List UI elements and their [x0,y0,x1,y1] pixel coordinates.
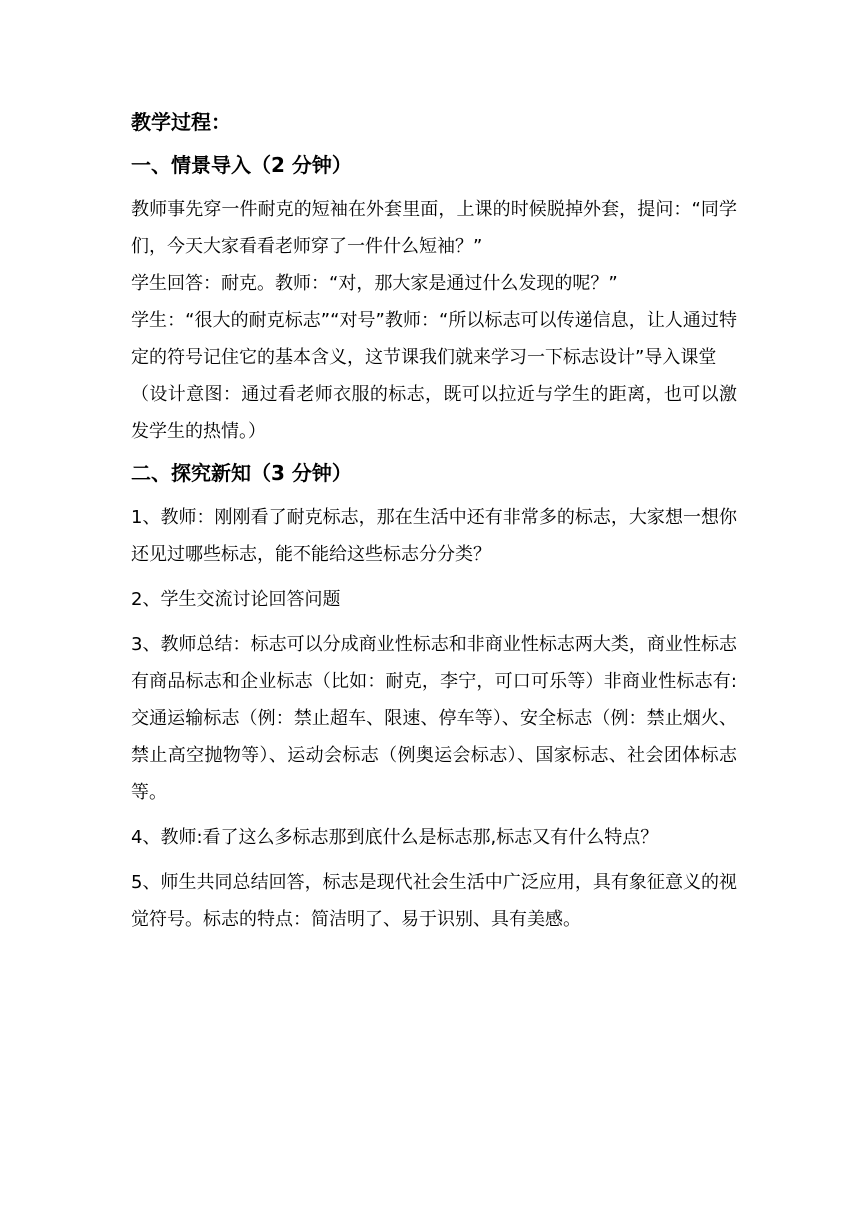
section-1-paragraph-2: 学生回答：耐克。教师：“对，那大家是通过什么发现的呢？” [131,273,618,294]
section-1-paragraph-3: 学生：“很大的耐克标志”“对号”教师：“所以标志可以传递信息，让人通过特定的符号记住它的基本含义，这节课我们就来学习一下标志设计”导入课堂 [131,310,737,368]
section-2-item-4: 4、教师:看了这么多标志那到底什么是标志那,标志又有什么特点？ [131,827,659,848]
section-1-design-intent: （设计意图：通过看老师衣服的标志，既可以拉近与学生的距离，也可以激发学生的热情。） [131,384,737,442]
section-1-heading: 一、情景导入（2 分钟） [131,153,352,177]
section-2-item-1: 1、教师：刚刚看了耐克标志，那在生活中还有非常多的标志，大家想一想你还见过哪些标志，能不能给这些标志分分类？ [131,507,737,565]
section-1-paragraph-1: 教师事先穿一件耐克的短袖在外套里面，上课的时候脱掉外套，提问：“同学们，今天大家看看老师穿了一件什么短袖？” [131,199,737,257]
section-2-item-3: 3、教师总结：标志可以分成商业性标志和非商业性标志两大类，商业性标志有商品标志和企业标志（比如：耐克，李宁，可口可乐等）非商业性标志有:交通运输标志（例：禁止超车、限速、停车等）、安全标志（例：禁止烟火、禁止高空抛物等）、运动会标志（例奥运会标志）、国家标志、社会团体标志等。 [131,634,737,803]
section-2-item-5: 5、师生共同总结回答，标志是现代社会生活中广泛应用，具有象征意义的视觉符号。标志的特点：简洁明了、易于识别、具有美感。 [131,872,737,930]
teaching-process-title: 教学过程： [131,110,231,134]
section-2-heading: 二、探究新知（3 分钟） [131,461,352,485]
document-content [131,108,737,938]
section-2-item-2: 2、学生交流讨论回答问题 [131,589,341,610]
